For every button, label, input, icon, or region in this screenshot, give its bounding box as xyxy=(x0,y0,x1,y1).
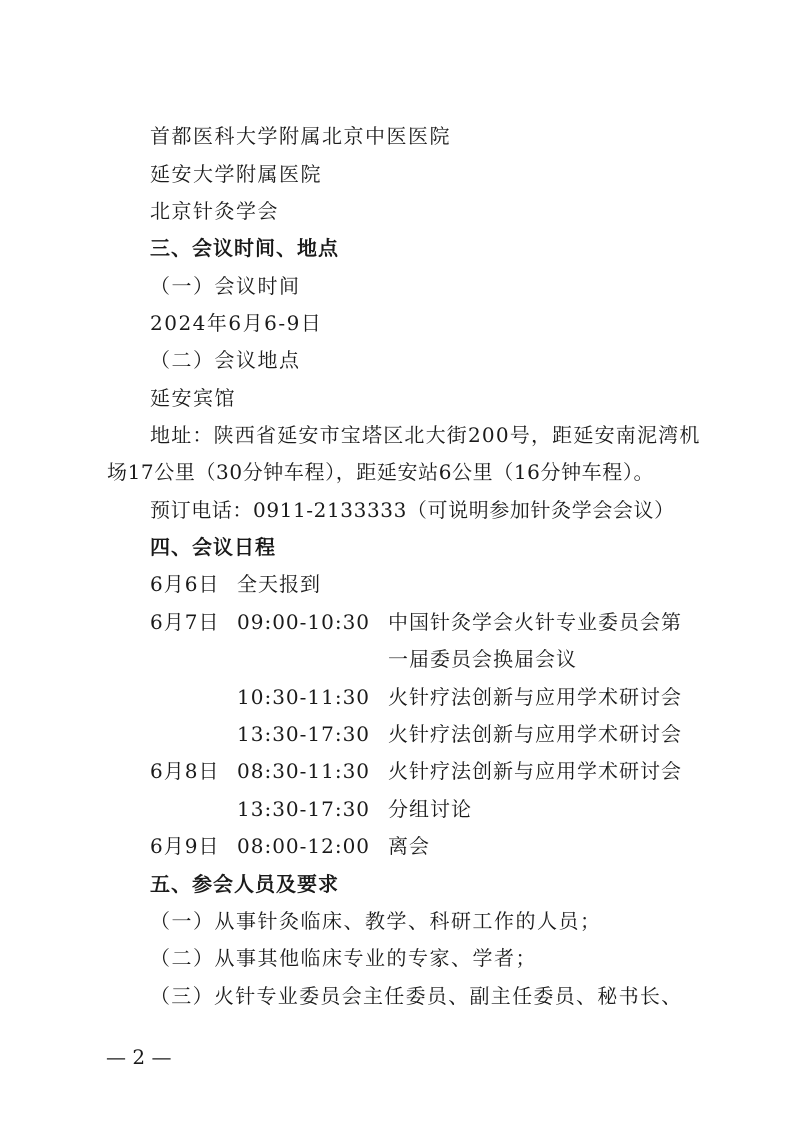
schedule-item: 一届委员会换届会议 xyxy=(388,647,577,671)
schedule-date: 6月8日 xyxy=(150,759,220,783)
address-line: 地址：陕西省延安市宝塔区北大街200号，距延安南泥湾机 xyxy=(150,423,701,447)
meeting-date: 2024年6月6-9日 xyxy=(150,311,323,335)
schedule-item: 火针疗法创新与应用学术研讨会 xyxy=(388,722,682,746)
schedule-date: 6月7日 xyxy=(150,610,220,634)
address-line: 场17公里（30分钟车程），距延安站6公里（16分钟车程）。 xyxy=(107,460,655,484)
subsection-label: （一）会议时间 xyxy=(150,274,301,298)
schedule-time: 13:30-17:30 xyxy=(237,797,371,821)
subsection-label: （二）会议地点 xyxy=(150,348,301,372)
page-number: — 2 — xyxy=(106,1045,172,1069)
schedule-time: 全天报到 xyxy=(237,572,321,596)
organizer-line: 首都医科大学附属北京中医医院 xyxy=(150,124,451,148)
schedule-time: 09:00-10:30 xyxy=(237,610,371,634)
schedule-time: 08:30-11:30 xyxy=(237,759,371,783)
requirement-item: （二）从事其他临床专业的专家、学者； xyxy=(150,946,537,970)
organizer-line: 延安大学附属医院 xyxy=(150,162,322,186)
requirement-item: （一）从事针灸临床、教学、科研工作的人员； xyxy=(150,909,602,933)
requirement-item: （三）火针专业委员会主任委员、副主任委员、秘书长、 xyxy=(150,984,683,1008)
schedule-item: 火针疗法创新与应用学术研讨会 xyxy=(388,759,682,783)
section-heading: 四、会议日程 xyxy=(150,535,276,559)
organizer-line: 北京针灸学会 xyxy=(150,199,279,223)
booking-phone: 预订电话：0911-2133333（可说明参加针灸学会会议） xyxy=(150,498,675,522)
schedule-item: 中国针灸学会火针专业委员会第 xyxy=(388,610,682,634)
schedule-item: 火针疗法创新与应用学术研讨会 xyxy=(388,685,682,709)
schedule-date: 6月9日 xyxy=(150,834,220,858)
schedule-item: 离会 xyxy=(388,834,430,858)
schedule-item: 分组讨论 xyxy=(388,797,472,821)
section-heading: 三、会议时间、地点 xyxy=(150,236,339,260)
schedule-date: 6月6日 xyxy=(150,572,220,596)
venue-name: 延安宾馆 xyxy=(150,386,236,410)
schedule-time: 08:00-12:00 xyxy=(237,834,371,858)
schedule-time: 10:30-11:30 xyxy=(237,685,371,709)
section-heading: 五、参会人员及要求 xyxy=(150,872,339,896)
schedule-time: 13:30-17:30 xyxy=(237,722,371,746)
